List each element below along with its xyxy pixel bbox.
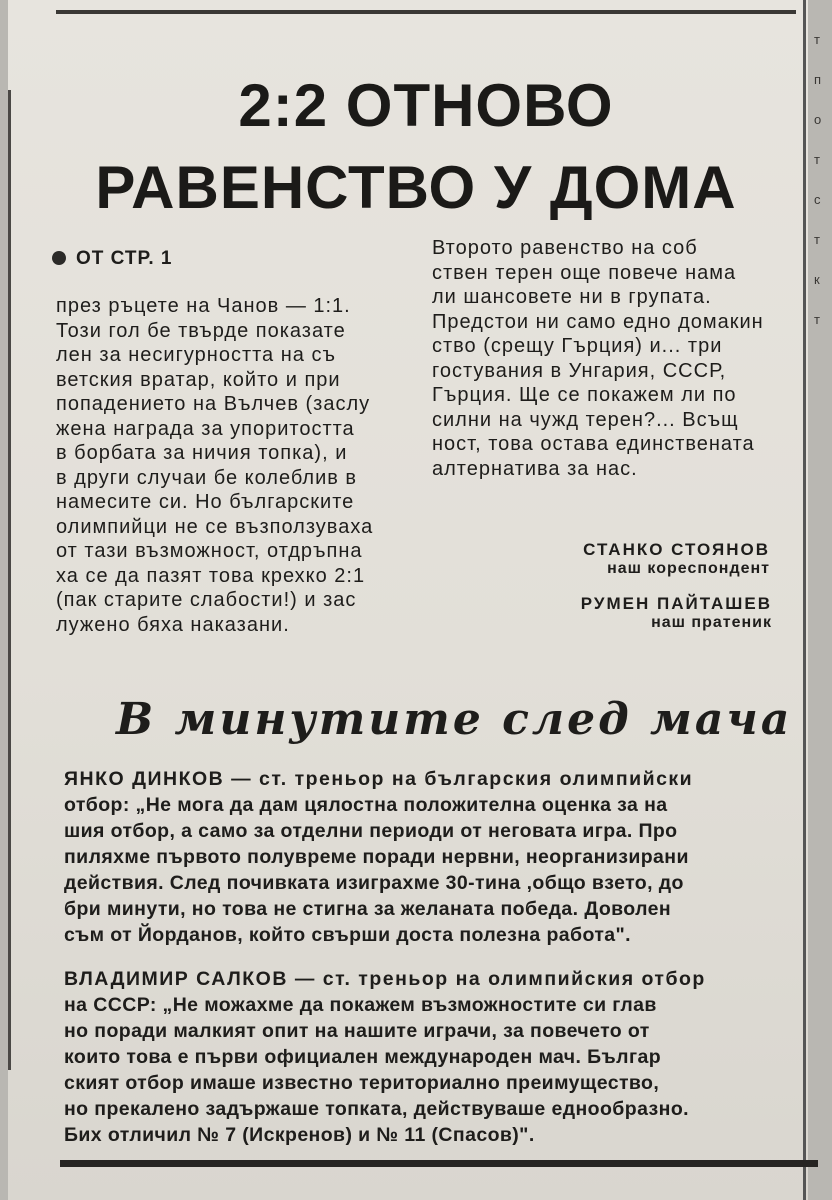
text-line: ствен терен още повече нама — [432, 261, 737, 284]
text-line: шия отбор, а само за отделни периоди от неговата игра. Про — [64, 820, 678, 842]
edge-letter: к — [814, 272, 820, 287]
author-name: РУМЕН ПАЙТАШЕВ — [580, 594, 772, 613]
text-line: които това е първи официален международен мач. Българ — [64, 1046, 662, 1068]
text-line: действия. След почивката изиграхме 30-тина ,общо взето, до — [64, 872, 684, 894]
text-line: бри минути, но това не стигна за желаната победа. Доволен — [64, 898, 672, 920]
text-line: алтернатива за нас. — [432, 457, 638, 480]
edge-letter: т — [814, 232, 820, 247]
continued-from-page — [52, 248, 172, 270]
bottom-rule — [60, 1160, 818, 1167]
text-line: Гърция. Ще се покажем ли по — [432, 384, 737, 406]
headline-line-2: РАВЕНСТВО У ДОМА — [95, 154, 737, 221]
text-line: ският отбор имаше известно териториално преимущество, — [64, 1072, 660, 1094]
text-line: намесите си. Но българските — [56, 491, 355, 513]
byline-correspondent — [583, 540, 770, 578]
text-line: Предстои ни само едно домакин — [432, 310, 764, 333]
author-name: СТАНКО СТОЯНОВ — [583, 540, 770, 559]
text-line: ветския вратар, който и при — [56, 368, 341, 391]
text-line: Второто равенство на соб — [432, 237, 698, 259]
text-line: олимпийци не се възползуваха — [56, 515, 374, 538]
text-line: от тази възможност, отдръпна — [56, 540, 363, 562]
text-line: ВЛАДИМИР САЛКОВ — ст. треньор на олимпийския отбор — [64, 968, 706, 990]
edge-letter: о — [814, 112, 822, 127]
author-role: наш пратеник — [651, 614, 772, 631]
text-line: пиляхме първото полувреме поради нервни, неорганизирани — [64, 846, 689, 868]
text-line: (пак старите слабости!) и зас — [56, 589, 357, 611]
text-line: лен за несигурността на съ — [56, 344, 336, 366]
continued-from-label: ОТ СТР. 1 — [76, 248, 173, 269]
text-line: в борбата за ничия топка), и — [56, 442, 348, 464]
text-line: съм от Йорданов, който свърши доста полезна работа". — [64, 924, 631, 946]
text-line: ЯНКО ДИНКОВ — ст. треньор на българския олимпийски — [64, 768, 694, 790]
text-line: ност, това остава единствената — [432, 433, 755, 455]
text-line: ство (срещу Гърция) и... три — [432, 335, 723, 357]
text-line: в други случаи бе колеблив в — [56, 466, 358, 489]
text-line: жена награда за упоритостта — [56, 417, 355, 440]
text-line: на СССР: „Не можахме да покажем възможностите си глав — [64, 994, 657, 1016]
section-subheading: В минутите след мача — [116, 694, 793, 745]
text-line: Бих отличил № 7 (Искренов) и № 11 (Спасов)". — [64, 1124, 535, 1146]
text-line: но прекалено задържаше топката, действуваше еднообразно. — [64, 1098, 689, 1120]
left-column-rule — [8, 90, 11, 1070]
text-line: отбор: „Не мога да дам цялостна положителна оценка за на — [64, 794, 668, 816]
edge-letter: т — [814, 312, 820, 327]
edge-letter: с — [814, 192, 821, 207]
text-line: но поради малкият опит на нашите играчи, за повечето от — [64, 1020, 650, 1042]
text-line: през ръцете на Чанов — 1:1. — [56, 295, 351, 317]
right-text-column — [432, 236, 792, 481]
edge-letter: т — [814, 32, 820, 47]
text-line: гостувания в Унгария, СССР, — [432, 359, 727, 382]
headline-line-1: 2:2 ОТНОВО — [238, 72, 614, 139]
author-role: наш кореспондент — [607, 560, 770, 577]
quote-dinkov — [64, 766, 693, 948]
left-text-column — [56, 294, 406, 637]
text-line: лужено бяха наказани. — [56, 613, 290, 636]
text-line: попадението на Вълчев (заслу — [56, 393, 371, 415]
edge-letter: п — [814, 72, 822, 87]
text-line: силни на чужд терен?... Всъщ — [432, 408, 739, 431]
byline-envoy — [581, 594, 772, 632]
edge-letter: т — [814, 152, 820, 167]
text-line: ли шансовете ни в групата. — [432, 286, 712, 308]
text-line: ха се да пазят това крехко 2:1 — [56, 564, 366, 587]
bullet-icon — [52, 251, 66, 265]
text-line: Този гол бе твърде показате — [56, 319, 346, 342]
top-rule — [56, 10, 796, 14]
quote-salkov — [64, 966, 706, 1148]
